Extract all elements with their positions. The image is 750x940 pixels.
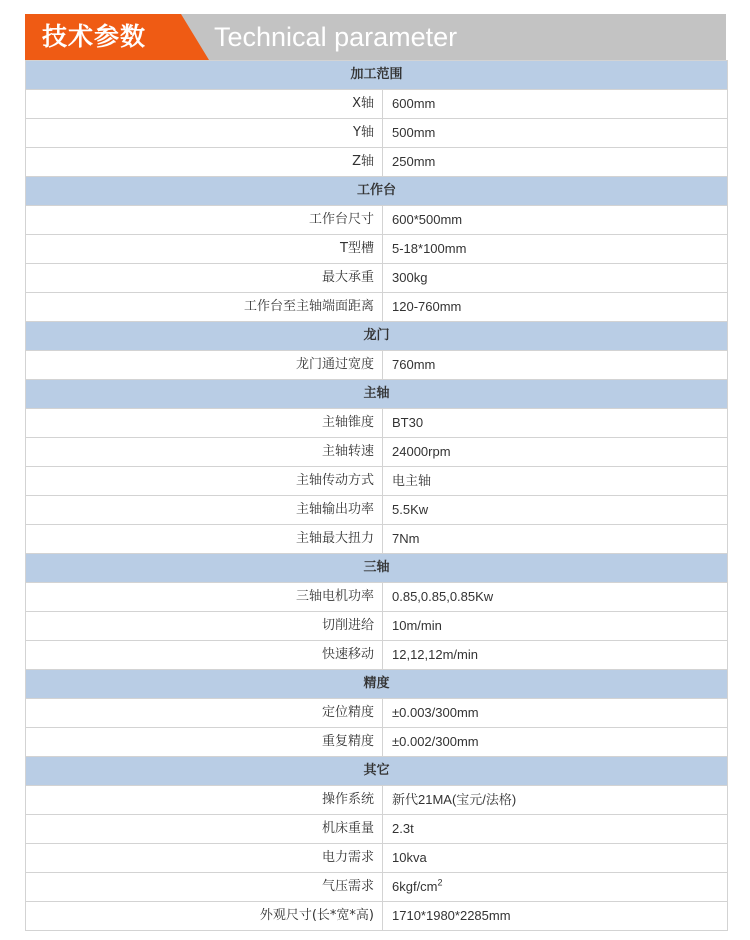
section-header-row [26, 177, 728, 206]
table-row [26, 438, 728, 467]
table-row [26, 119, 728, 148]
section-title: 工作台 [26, 177, 728, 206]
param-label: X轴 [26, 90, 383, 119]
param-value-text: 300kg [392, 270, 428, 285]
param-label: T型槽 [26, 235, 383, 264]
param-value [383, 496, 728, 525]
table-row [26, 873, 728, 902]
param-value [383, 409, 728, 438]
table-row [26, 902, 728, 931]
param-label: 外观尺寸(长*宽*高) [26, 902, 383, 931]
param-value-superscript: 2 [437, 877, 443, 888]
param-value-text: 600mm [392, 96, 436, 111]
param-label: 主轴输出功率 [26, 496, 383, 525]
param-label: 操作系统 [26, 786, 383, 815]
param-label: 最大承重 [26, 264, 383, 293]
param-label: 主轴锥度 [26, 409, 383, 438]
table-row [26, 206, 728, 235]
param-label: 主轴最大扭力 [26, 525, 383, 554]
param-value [383, 728, 728, 757]
param-value-text: 500mm [392, 125, 436, 140]
table-row [26, 728, 728, 757]
table-row [26, 496, 728, 525]
param-value-text: 10kva [392, 850, 427, 865]
param-label: 重复精度 [26, 728, 383, 757]
param-value-text: 760mm [392, 357, 436, 372]
section-header-row [26, 380, 728, 409]
param-label: 切削进给 [26, 612, 383, 641]
param-value-text: 电主轴 [392, 473, 432, 488]
section-title: 加工范围 [26, 61, 728, 90]
table-row [26, 264, 728, 293]
param-value-text: 7Nm [392, 531, 420, 546]
spec-table-body [26, 61, 728, 931]
param-label: 工作台尺寸 [26, 206, 383, 235]
param-value [383, 699, 728, 728]
param-value-text: 10m/min [392, 618, 442, 633]
param-value [383, 148, 728, 177]
table-row [26, 525, 728, 554]
param-value [383, 641, 728, 670]
table-row [26, 612, 728, 641]
param-value [383, 786, 728, 815]
table-row [26, 641, 728, 670]
section-header-row [26, 554, 728, 583]
section-header-row [26, 670, 728, 699]
param-label: 三轴电机功率 [26, 583, 383, 612]
section-header-row [26, 61, 728, 90]
param-value [383, 467, 728, 496]
param-value [383, 235, 728, 264]
param-value-text: ±0.003/300mm [392, 705, 479, 720]
spec-table [25, 60, 728, 931]
table-row [26, 583, 728, 612]
param-label: 快速移动 [26, 641, 383, 670]
param-value [383, 525, 728, 554]
param-label: 电力需求 [26, 844, 383, 873]
section-header-row [26, 322, 728, 351]
param-label: 龙门通过宽度 [26, 351, 383, 380]
param-value-text: 5.5Kw [392, 502, 429, 517]
param-label: Y轴 [26, 119, 383, 148]
param-value-text: ±0.002/300mm [392, 734, 479, 749]
param-value [383, 612, 728, 641]
table-row [26, 786, 728, 815]
param-value-text: 12,12,12m/min [392, 647, 478, 662]
section-title: 三轴 [26, 554, 728, 583]
table-row [26, 293, 728, 322]
table-row [26, 699, 728, 728]
param-value [383, 583, 728, 612]
table-row [26, 351, 728, 380]
param-label: 定位精度 [26, 699, 383, 728]
param-value-text: 600*500mm [392, 212, 463, 227]
param-value-text: 新代21MA(宝元/法格) [392, 792, 517, 807]
section-title: 主轴 [26, 380, 728, 409]
param-value [383, 438, 728, 467]
section-title: 龙门 [26, 322, 728, 351]
section-title: 精度 [26, 670, 728, 699]
section-title: 其它 [26, 757, 728, 786]
param-value [383, 293, 728, 322]
table-row [26, 90, 728, 119]
param-value [383, 264, 728, 293]
param-value [383, 90, 728, 119]
table-row [26, 409, 728, 438]
table-row [26, 148, 728, 177]
param-value-text: 2.3t [392, 821, 414, 836]
param-label: 工作台至主轴端面距离 [26, 293, 383, 322]
param-value-text: 0.85,0.85,0.85Kw [392, 589, 494, 604]
param-value-text: 24000rpm [392, 444, 451, 459]
table-row [26, 815, 728, 844]
param-label: 主轴转速 [26, 438, 383, 467]
param-value-text: 120-760mm [392, 299, 462, 314]
param-value [383, 206, 728, 235]
param-label: 气压需求 [26, 873, 383, 902]
param-label: Z轴 [26, 148, 383, 177]
param-value [383, 815, 728, 844]
param-label: 主轴传动方式 [26, 467, 383, 496]
param-value [383, 873, 728, 902]
param-value [383, 119, 728, 148]
section-banner [25, 14, 726, 60]
table-row [26, 844, 728, 873]
param-value-text: BT30 [392, 415, 424, 430]
param-value-text: 5-18*100mm [392, 241, 467, 256]
param-value-text: 250mm [392, 154, 436, 169]
param-label: 机床重量 [26, 815, 383, 844]
param-value-text: 1710*1980*2285mm [392, 908, 511, 923]
param-value [383, 902, 728, 931]
param-value [383, 844, 728, 873]
section-header-row [26, 757, 728, 786]
banner-title-cn: 技术参数 [42, 22, 147, 51]
param-value [383, 351, 728, 380]
table-row [26, 235, 728, 264]
table-row [26, 467, 728, 496]
param-value-text: 6kgf/cm [392, 879, 438, 894]
banner-title-en: Technical parameter [214, 22, 458, 52]
